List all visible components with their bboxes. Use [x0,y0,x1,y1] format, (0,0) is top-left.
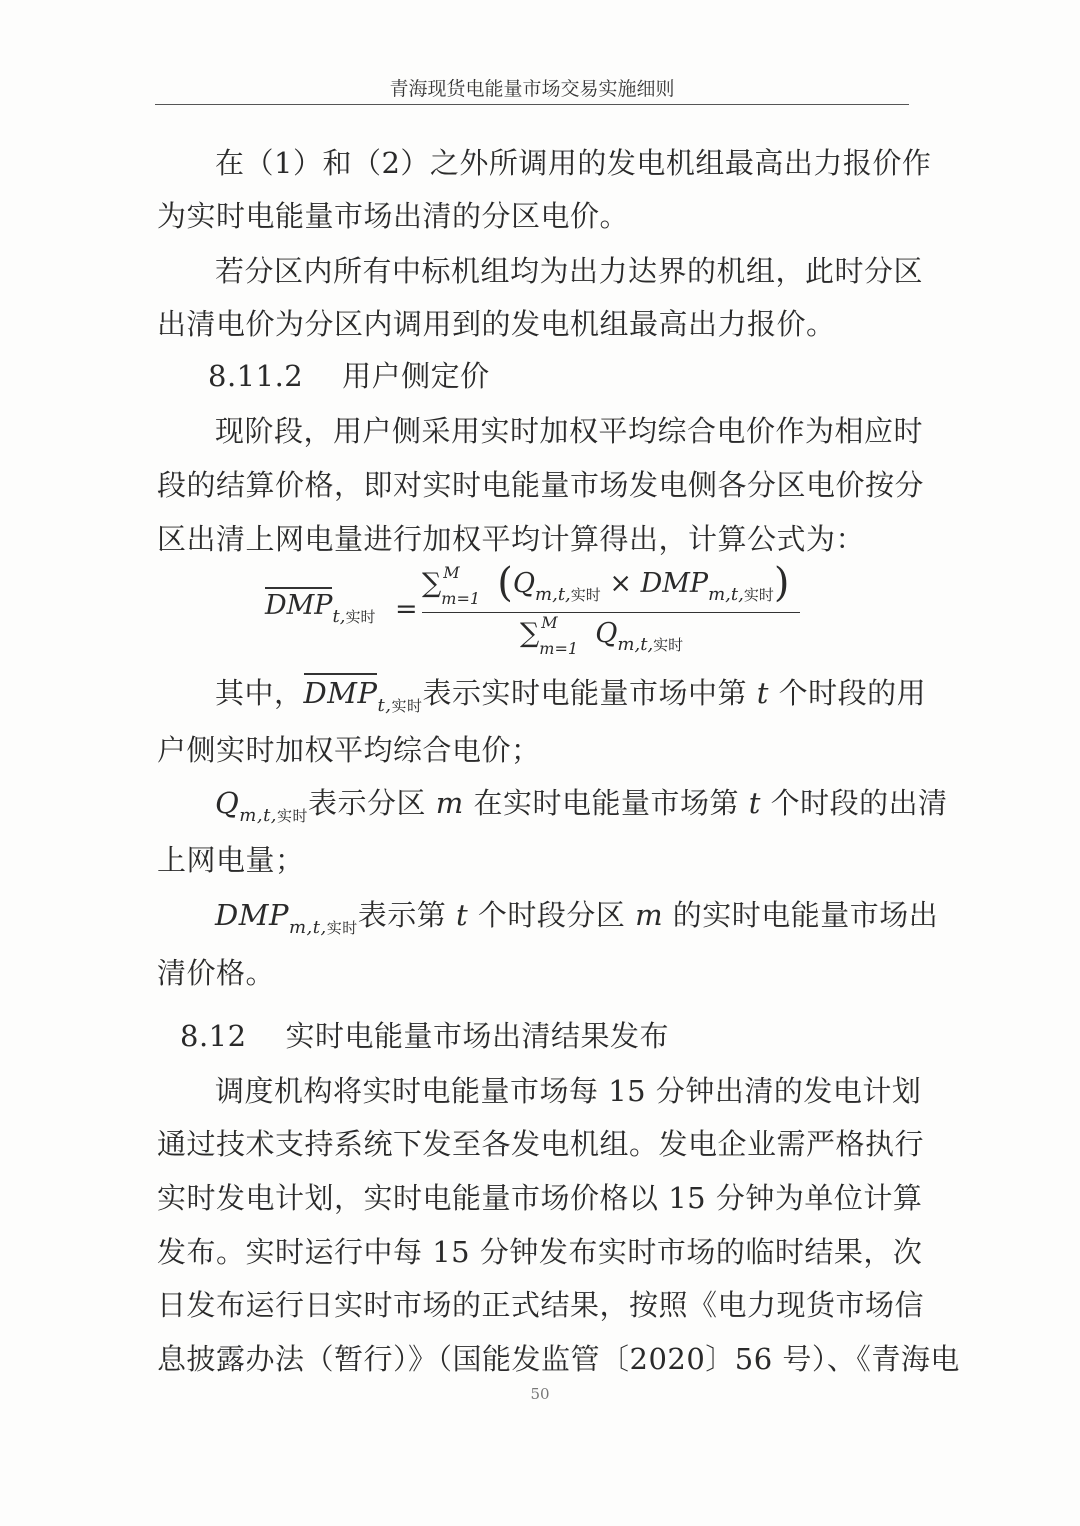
definition-text: 表示第 [357,898,447,932]
paragraph-line: 在（1）和（2）之外所调用的发电机组最高出力报价作 [215,146,932,180]
definition-line: 清价格。 [157,956,276,990]
right-paren: ) [773,560,790,606]
definition-text: 表示分区 [308,786,427,820]
dmp-symbol: DMP [640,568,709,599]
paragraph-line: 息披露办法（暂行）》（国能发监管〔2020〕56 号）、《青海电 [157,1342,960,1376]
formula-numerator [422,560,789,606]
formula-denominator [520,612,684,658]
weighted-price-formula [265,560,825,665]
q-symbol: Q [595,618,618,649]
left-paren: ( [497,560,513,606]
m-symbol: m [635,898,664,932]
subscript-realtime: 实时 [391,697,423,715]
subscript-t: t, [332,606,346,627]
paragraph-line: 若分区内所有中标机组均为出力达界的机组，此时分区 [215,254,924,288]
subscript-realtime: 实时 [570,586,601,604]
paragraph-line: 通过技术支持系统下发至各发电机组。发电企业需严格执行 [157,1127,925,1161]
t-symbol: t [756,676,769,710]
definition-text: 个时段的用 [778,676,927,710]
subscript-t: t, [377,695,392,716]
definition-text: 表示实时电能量市场中第 [422,676,747,710]
subscript-realtime: 实时 [653,636,684,654]
header-rule [155,104,909,105]
dmp-bar-symbol: DMP [265,587,332,621]
formula-lhs [265,590,376,627]
dmp-symbol: DMP [215,898,289,932]
times-sign: × [609,568,633,599]
subscript-realtime: 实时 [277,807,309,825]
definition-text: 的实时电能量市场出 [672,898,939,932]
paragraph-line: 调度机构将实时电能量市场每 15 分钟出清的发电计划 [215,1074,922,1108]
section-number: 8.12 [180,1019,247,1053]
paragraph-line: 为实时电能量市场出清的分区电价。 [157,199,630,233]
definition-prefix: 其中， [215,676,304,710]
section-title: 用户侧定价 [342,359,490,393]
fraction-bar [422,612,800,613]
paragraph-line: 出清电价为分区内调用到的发电机组最高出力报价。 [157,307,836,341]
subscript-mt: m,t, [239,805,278,826]
definition-line [215,673,927,718]
section-number: 8.11.2 [208,359,304,393]
equals-sign: = [395,594,418,625]
q-symbol: Q [215,786,240,820]
page-number: 50 [530,1385,550,1403]
sum-lower-limit: m=1 [441,588,481,608]
sum-upper-limit: M [541,612,558,632]
subscript-realtime: 实时 [345,608,376,626]
sum-symbol: ∑ [422,568,442,599]
paragraph-line: 实时发电计划，实时电能量市场价格以 15 分钟为单位计算 [157,1181,923,1215]
t-symbol: t [455,898,469,932]
m-symbol: m [435,786,464,820]
dmp-bar-symbol: DMP [304,673,378,710]
paragraph-line: 区出清上网电量进行加权平均计算得出，计算公式为： [157,522,866,556]
subscript-mt: m,t, [708,584,744,605]
paragraph-line: 段的结算价格，即对实时电能量市场发电侧各分区电价按分 [157,468,925,502]
sum-upper-limit: M [443,562,460,582]
subscript-mt: m,t, [535,584,571,605]
definition-text: 个时段分区 [477,898,626,932]
section-heading-8-11-2 [208,356,960,396]
definition-line [215,895,939,940]
section-title: 实时电能量市场出清结果发布 [285,1019,669,1053]
t-symbol: t [748,786,761,820]
section-heading-8-12 [180,1016,932,1056]
paragraph-line: 发布。实时运行中每 15 分钟发布实时市场的临时结果，次 [157,1235,923,1269]
definition-text: 在实时电能量市场第 [473,786,740,820]
sum-lower-limit: m=1 [539,638,579,658]
q-symbol: Q [512,568,536,599]
subscript-mt: m,t, [617,634,654,655]
subscript-realtime: 实时 [743,586,774,604]
paragraph-line: 现阶段，用户侧采用实时加权平均综合电价作为相应时 [215,414,924,448]
sum-symbol: ∑ [520,618,540,649]
subscript-realtime: 实时 [326,919,358,937]
paragraph-line: 日发布运行日实时市场的正式结果，按照《电力现货市场信 [157,1288,925,1322]
definition-line [215,783,948,828]
running-header: 青海现货电能量市场交易实施细则 [389,78,675,100]
definition-line: 户侧实时加权平均综合电价； [157,733,541,767]
definition-text: 个时段的出清 [770,786,948,820]
subscript-mt: m,t, [288,917,327,938]
definition-line: 上网电量； [157,843,305,877]
